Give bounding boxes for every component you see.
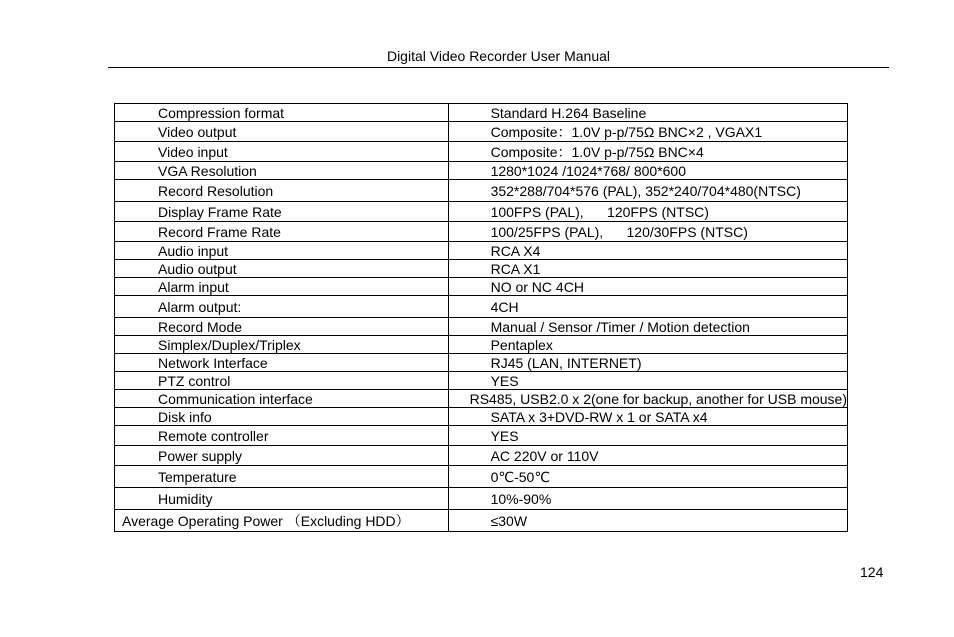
spec-name: Communication interface <box>115 390 449 408</box>
spec-name: Compression format <box>115 104 449 122</box>
spec-value: 100FPS (PAL), 120FPS (NTSC) <box>448 202 847 222</box>
spec-value: 10%-90% <box>448 488 847 510</box>
header-divider <box>108 67 889 68</box>
table-row <box>115 318 848 336</box>
spec-name: Video output <box>115 122 449 142</box>
table-row <box>115 336 848 354</box>
spec-name: Temperature <box>115 466 449 488</box>
spec-name: Video input <box>115 142 449 162</box>
table-row <box>115 446 848 466</box>
spec-value: YES <box>448 372 847 390</box>
spec-name: Simplex/Duplex/Triplex <box>115 336 449 354</box>
spec-value: 4CH <box>448 296 847 318</box>
spec-name: Alarm input <box>115 278 449 296</box>
spec-value: 0℃-50℃ <box>448 466 847 488</box>
spec-name: Record Mode <box>115 318 449 336</box>
table-row <box>115 260 848 278</box>
spec-name: Power supply <box>115 446 449 466</box>
spec-name: Audio output <box>115 260 449 278</box>
spec-value: 352*288/704*576 (PAL), 352*240/704*480(NTSC) <box>448 180 847 202</box>
spec-value: RJ45 (LAN, INTERNET) <box>448 354 847 372</box>
page-number: 124 <box>860 564 884 580</box>
spec-name: PTZ control <box>115 372 449 390</box>
table-row <box>115 296 848 318</box>
table-row <box>115 242 848 260</box>
spec-value: RS485, USB2.0 x 2(one for backup, another for USB mouse) <box>448 390 847 408</box>
spec-value: YES <box>448 426 847 446</box>
spec-name: Remote controller <box>115 426 449 446</box>
table-row <box>115 162 848 180</box>
table-row <box>115 390 848 408</box>
specifications-table <box>114 103 848 532</box>
table-row <box>115 278 848 296</box>
spec-value: Composite：1.0V p-p/75Ω BNC×4 <box>448 142 847 162</box>
spec-name: Audio input <box>115 242 449 260</box>
spec-value: NO or NC 4CH <box>448 278 847 296</box>
spec-value: Standard H.264 Baseline <box>448 104 847 122</box>
spec-value: RCA X4 <box>448 242 847 260</box>
spec-name: Humidity <box>115 488 449 510</box>
spec-value: AC 220V or 110V <box>448 446 847 466</box>
page-header-title: Digital Video Recorder User Manual <box>386 48 611 64</box>
table-row <box>115 408 848 426</box>
spec-value: RCA X1 <box>448 260 847 278</box>
table-row <box>115 104 848 122</box>
table-row <box>115 372 848 390</box>
table-row <box>115 426 848 446</box>
spec-name: Display Frame Rate <box>115 202 449 222</box>
spec-name: Record Resolution <box>115 180 449 202</box>
spec-name: Network Interface <box>115 354 449 372</box>
spec-value: Pentaplex <box>448 336 847 354</box>
table-row <box>115 142 848 162</box>
spec-value: ≤30W <box>448 510 847 532</box>
table-row <box>115 488 848 510</box>
spec-value: 1280*1024 /1024*768/ 800*600 <box>448 162 847 180</box>
table-row <box>115 202 848 222</box>
table-row <box>115 510 848 532</box>
table-row <box>115 354 848 372</box>
spec-value: 100/25FPS (PAL), 120/30FPS (NTSC) <box>448 222 847 242</box>
spec-value: SATA x 3+DVD-RW x 1 or SATA x4 <box>448 408 847 426</box>
table-row <box>115 466 848 488</box>
spec-name: Record Frame Rate <box>115 222 449 242</box>
table-row <box>115 122 848 142</box>
table-row <box>115 222 848 242</box>
spec-name: Alarm output: <box>115 296 449 318</box>
spec-value: Composite：1.0V p-p/75Ω BNC×2 , VGAX1 <box>448 122 847 142</box>
table-row <box>115 180 848 202</box>
spec-name: Disk info <box>115 408 449 426</box>
spec-name: Average Operating Power （Excluding HDD） <box>115 510 449 532</box>
spec-value: Manual / Sensor /Timer / Motion detection <box>448 318 847 336</box>
spec-name: VGA Resolution <box>115 162 449 180</box>
